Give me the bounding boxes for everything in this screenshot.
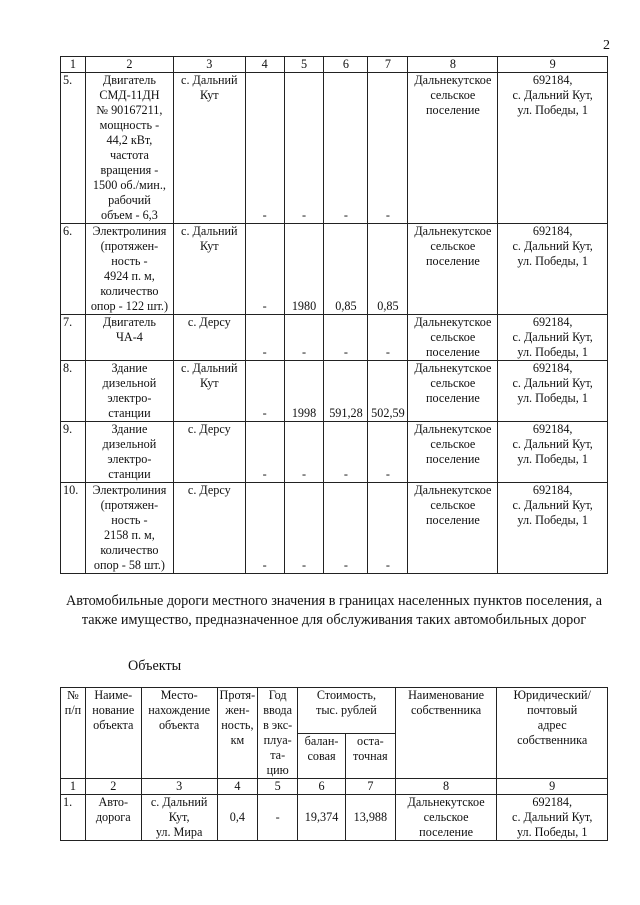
header-name: Наиме- нование объекта (85, 688, 141, 779)
column-number: 9 (497, 779, 608, 795)
table-cell: 692184, с. Дальний Кут, ул. Победы, 1 (498, 422, 608, 483)
table-cell: - (368, 483, 408, 574)
column-number: 1 (61, 779, 86, 795)
column-number: 7 (345, 779, 395, 795)
header-balance: балан- совая (298, 733, 346, 779)
column-number: 2 (85, 779, 141, 795)
table-cell: - (284, 483, 324, 574)
header-num: № п/п (61, 688, 86, 779)
table-cell: - (245, 361, 284, 422)
table-cell: Дальнекутское сельское поселение (408, 483, 498, 574)
table-cell: с. Дерсу (173, 315, 245, 361)
table-cell: Дальнекутское сельское поселение (395, 795, 497, 841)
column-number: 6 (298, 779, 346, 795)
column-number: 4 (245, 57, 284, 73)
table-cell: - (245, 73, 284, 224)
column-number: 8 (408, 57, 498, 73)
table-cell: - (368, 422, 408, 483)
table-cell: - (284, 422, 324, 483)
table-cell: Электролиния (протяжен- ность - 4924 п. м, количество опор - 122 шт.) (85, 224, 173, 315)
table-cell: - (368, 73, 408, 224)
header-address: Юридический/ почтовый адрес собственника (497, 688, 608, 779)
property-table (60, 56, 608, 574)
table-cell: - (258, 795, 298, 841)
table-cell: 692184, с. Дальний Кут, ул. Победы, 1 (498, 483, 608, 574)
table-row (61, 315, 608, 361)
table-row (61, 73, 608, 224)
table-cell: Дальнекутское сельское поселение (408, 224, 498, 315)
column-number: 5 (284, 57, 324, 73)
table-cell: 1. (61, 795, 86, 841)
table-cell: - (324, 483, 368, 574)
column-number: 6 (324, 57, 368, 73)
table-cell: Дальнекутское сельское поселение (408, 361, 498, 422)
table-cell: - (324, 73, 368, 224)
table-cell: 0,85 (368, 224, 408, 315)
table-cell: 692184, с. Дальний Кут, ул. Победы, 1 (498, 73, 608, 224)
table-cell: 0,85 (324, 224, 368, 315)
table-cell: - (284, 315, 324, 361)
table-cell: с. Дальний Кут (173, 361, 245, 422)
page-number: 2 (603, 38, 610, 53)
table-cell: с. Дальний Кут (173, 73, 245, 224)
header-location: Место- нахождение объекта (141, 688, 217, 779)
table-cell: Электролиния (протяжен- ность - 2158 п. м, количество опор - 58 шт.) (85, 483, 173, 574)
table-cell: 692184, с. Дальний Кут, ул. Победы, 1 (497, 795, 608, 841)
column-number-row (61, 57, 608, 73)
table-cell: 8. (61, 361, 86, 422)
table-row (61, 483, 608, 574)
table-cell: 6. (61, 224, 86, 315)
column-number-row (61, 779, 608, 795)
column-number: 7 (368, 57, 408, 73)
table-cell: 692184, с. Дальний Кут, ул. Победы, 1 (498, 361, 608, 422)
table-cell: с. Дерсу (173, 483, 245, 574)
table-cell: Авто- дорога (85, 795, 141, 841)
table-cell: - (245, 224, 284, 315)
table-row (61, 422, 608, 483)
table-cell: - (245, 315, 284, 361)
table-cell: 1980 (284, 224, 324, 315)
table-cell: Двигатель СМД-11ДН № 90167211, мощность - 44,2 кВт, частота вращения - 1500 об./мин., рабочий объем - 6,3 (85, 73, 173, 224)
table-cell: с. Дальний Кут (173, 224, 245, 315)
table-cell: 1998 (284, 361, 324, 422)
header-residual: оста- точная (345, 733, 395, 779)
column-number: 3 (173, 57, 245, 73)
column-number: 1 (61, 57, 86, 73)
table-row (61, 795, 608, 841)
table-row (61, 361, 608, 422)
table-header-row (61, 688, 608, 734)
objects-label: Объекты (128, 658, 182, 674)
table-cell: 19,374 (298, 795, 346, 841)
header-length: Протя- жен- ность, км (217, 688, 258, 779)
section-title: Автомобильные дороги местного значения в границах населенных пунктов поселения, а также имущество, предназначенное для обслуживания таких автомобильных дорог (65, 593, 602, 628)
column-number: 8 (395, 779, 497, 795)
table-cell: 692184, с. Дальний Кут, ул. Победы, 1 (498, 224, 608, 315)
column-number: 2 (85, 57, 173, 73)
table-cell: Двигатель ЧА-4 (85, 315, 173, 361)
table-cell: 692184, с. Дальний Кут, ул. Победы, 1 (498, 315, 608, 361)
table-cell: - (245, 483, 284, 574)
column-number: 4 (217, 779, 258, 795)
table-cell: с. Дерсу (173, 422, 245, 483)
table-cell: - (245, 422, 284, 483)
table-cell: - (284, 73, 324, 224)
table-cell: 7. (61, 315, 86, 361)
table-cell: 502,59 (368, 361, 408, 422)
table-cell: 9. (61, 422, 86, 483)
table-cell: Дальнекутское сельское поселение (408, 73, 498, 224)
column-number: 3 (141, 779, 217, 795)
table-cell: Дальнекутское сельское поселение (408, 422, 498, 483)
table-cell: - (368, 315, 408, 361)
table-cell: Дальнекутское сельское поселение (408, 315, 498, 361)
table-cell: - (324, 315, 368, 361)
header-year: Год ввода в экс- плуа- та- цию (258, 688, 298, 779)
header-cost: Стоимость, тыс. рублей (298, 688, 396, 734)
table-cell: - (324, 422, 368, 483)
header-owner: Наименование собственника (395, 688, 497, 779)
column-number: 5 (258, 779, 298, 795)
table-cell: 591,28 (324, 361, 368, 422)
table-cell: Здание дизельной электро- станции (85, 422, 173, 483)
table-cell: 10. (61, 483, 86, 574)
table-cell: 13,988 (345, 795, 395, 841)
table-cell: с. Дальний Кут, ул. Мира (141, 795, 217, 841)
table-cell: 5. (61, 73, 86, 224)
roads-table (60, 687, 608, 841)
table-cell: Здание дизельной электро- станции (85, 361, 173, 422)
table-cell: 0,4 (217, 795, 258, 841)
column-number: 9 (498, 57, 608, 73)
table-row (61, 224, 608, 315)
